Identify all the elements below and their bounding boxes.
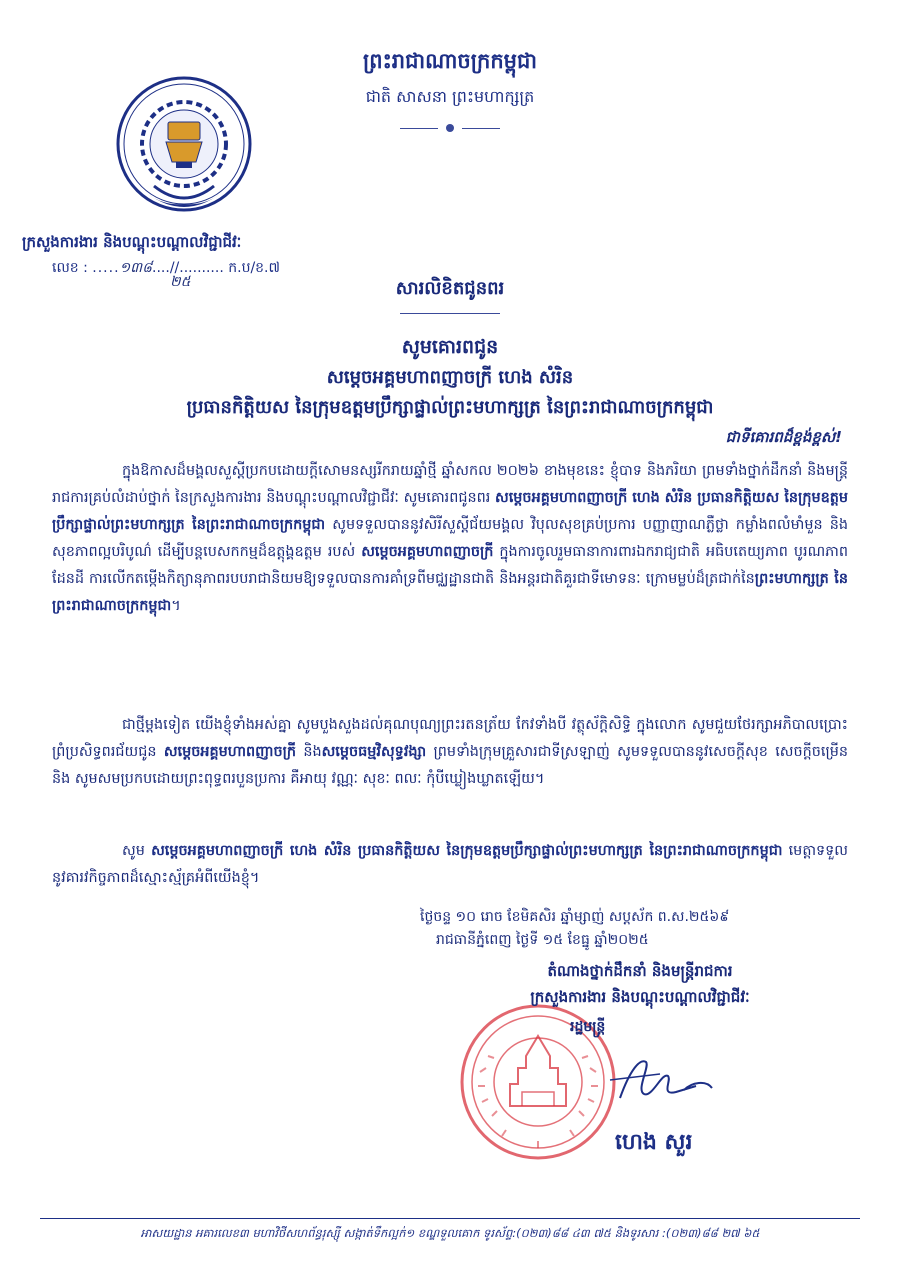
p2-text-a: ជាថ្មីម្តងទៀត យើងខ្ញុំទាំងអស់គ្នា សូមបួងសួងដល់គុណបុណ្យព្រះរតនត្រ័យ កែវទាំងបី វត្ថុស័ក្តិសិទ្ធិ ក្នុងលោក សូមជួយថែរក្សាអភិបាលប្រោះព្រំប្រសិទ្ធពរជ័យជូន [52, 717, 848, 760]
type-ornament [400, 310, 500, 318]
signatory-position: រដ្ឋមន្ត្រី [570, 1019, 606, 1035]
signatory-representing: តំណាងថ្នាក់ដឹកនាំ និងមន្ត្រីរាជការ [547, 962, 733, 980]
signatory-name: ហេង សួរ [615, 1130, 693, 1155]
recipient-name: សម្តេចអគ្គមហាពញាចក្រី ហេង សំរិន [326, 367, 574, 388]
p1-end: ។ [171, 598, 181, 614]
signatory-ministry: ក្រសួងការងារ និងបណ្តុះបណ្តាលវិជ្ជាជីវៈ [530, 988, 750, 1006]
ref-year: ២៥ [170, 274, 191, 290]
p2-text-c: និង [296, 744, 322, 760]
dateline [420, 906, 860, 952]
document-type: សារលិខិតជូនពរ [395, 278, 505, 299]
ref-suffix: ក.ប/ខ.៧ [228, 260, 280, 276]
handwritten-signature [600, 1050, 730, 1110]
p2-bold-a: សម្តេចអគ្គមហាពញាចក្រី [163, 744, 296, 760]
footer-address: អាសយដ្ឋាន អគារលេខ៣ មហាវិថីសហព័ន្ធរុស្ស៊ី សង្កាត់ទឹកល្អក់១ ខណ្ឌទួលគោក ទូរស័ព្ទ:(០២៣)៨៨ ៤៣ ៧៥ និងទូរសារ :(០២៣)៨៨ ២៧ ៦៥ [140, 1226, 760, 1240]
footer-divider [40, 1218, 860, 1219]
p1-bold-king: ព្រះមហាក្សត្រ នៃព្រះរាជាណាចក្រកម្ពុជា [52, 571, 848, 614]
respect-line: សូមគោរពជូន [401, 336, 499, 358]
p1-text-e: ក្នុងការចូលរួមធានាការពារឯករាជ្យជាតិ អធិបតេយ្យភាព បូរណភាពដែនដី ការលើកតម្កើងកិត្យានុភាពរបបរាជានិយមឱ្យទទួលបានការគាំទ្រពីមជ្ឈដ្ឋានជាតិ និងអន្តរជាតិគួរជាទីមោទនៈ ក្រោមម្លប់ដ៏ត្រជាក់នៃ [52, 544, 848, 587]
recipient-title: ប្រធានកិត្តិយស នៃក្រុមឧត្តមប្រឹក្សាផ្ទាល់ព្រះមហាក្សត្រ នៃព្រះរាជាណាចក្រកម្ពុជា [186, 397, 714, 418]
p3-bold-b: សម្តេចអគ្គមហាពញាចក្រី ហេង សំរិន ប្រធានកិត្តិយស នៃក្រុមឧត្តមប្រឹក្សាផ្ទាល់ព្រះមហាក្សត្រ នៃព្រះរាជាណាចក្រកម្ពុជា [151, 843, 783, 859]
p2-bold-d: សម្តេចធម្មវិសុទ្ធវង្សា [321, 744, 427, 760]
ministry-logo [108, 74, 260, 226]
lunar-date: ថ្ងៃចន្ទ ១០ រោច ខែមិគសិរ ឆ្នាំម្សាញ់ សប្តស័ក ព.ស.២៥៦៩ [420, 909, 730, 925]
kingdom-title: ព្រះរាជាណាចក្រកម្ពុជា [362, 49, 537, 73]
body-paragraph-1 [52, 458, 848, 620]
p1-text-a: ក្នុងឱកាសដ៏មង្គលសួស្តីប្រកបដោយក្តីសោមនស្សរីករាយឆ្នាំថ្មី ឆ្នាំសកល ២០២៦ ខាងមុខនេះ ខ្ញុំបាទ និងភរិយា ព្រមទាំងថ្នាក់ដឹកនាំ និងមន្ត្រីរាជការគ្រប់លំដាប់ថ្នាក់ នៃក្រសួងការងារ និងបណ្តុះបណ្តាលវិជ្ជាជីវៈ សូមគោរពជូនពរ [52, 463, 848, 506]
ref-prefix: លេខ : [52, 260, 88, 276]
ref-number: ១៣៨ [119, 260, 153, 276]
p1-text-c: សូមទទួលបាននូវសិរីសួស្តីជ័យមង្គល វិបុលសុខគ្រប់ប្រការ បញ្ញាញាណភ្លឺថ្លា កម្លាំងពលំមាំមួន និងសុខភាពល្អបរិបូណ៌ ដើម្បីបន្តបេសកកម្មដ៏ឧត្តុង្គឧត្តម របស់ [52, 517, 848, 560]
salutation: ជាទីគោរពដ៏ខ្ពង់ខ្ពស់! [725, 428, 842, 446]
p3-text-a: សូម [122, 843, 152, 859]
body-paragraph-3 [52, 838, 848, 892]
national-motto: ជាតិ សាសនា ព្រះមហាក្សត្រ [365, 87, 535, 106]
header-ornament [400, 124, 500, 134]
reference-number: លេខ : .....១៣៨....//.......... ក.ប/ខ.៧ ២៥ [52, 258, 280, 279]
body-paragraph-2 [52, 712, 848, 793]
p1-bold-title: សម្តេចអគ្គមហាពញាចក្រី [361, 544, 494, 560]
p1-bold-name: សម្តេចអគ្គមហាពញាចក្រី ហេង សំរិន ប្រធានកិត្តិយស នៃក្រុមឧត្តមប្រឹក្សាផ្ទាល់ព្រះមហាក្សត្រ នៃព្រះរាជាណាចក្រកម្ពុជា [52, 490, 848, 533]
ministry-name: ក្រសួងការងារ និងបណ្តុះបណ្តាលវិជ្ជាជីវៈ [22, 233, 242, 251]
p2-text-e: ព្រមទាំងក្រុមគ្រួសារជាទីស្រឡាញ់ សូមទទួលបាននូវសេចក្តីសុខ សេចក្តីចម្រើន និង សូមសមប្រកបដោយព្រះពុទ្ធពរបួនប្រការ គឺអាយុ វណ្ណៈ សុខៈ ពលៈ កុំបីឃ្លៀងឃ្លាតឡើយ។ [52, 744, 849, 787]
p3-text-c: មេត្តាទទួលនូវគារវកិច្ចភាពដ៏ស្មោះស្ម័គ្រអំពីយើងខ្ញុំ។ [52, 843, 848, 886]
solar-date: រាជធានីភ្នំពេញ ថ្ងៃទី ១៥ ខែធ្នូ ឆ្នាំ២០២៥ [436, 932, 649, 948]
